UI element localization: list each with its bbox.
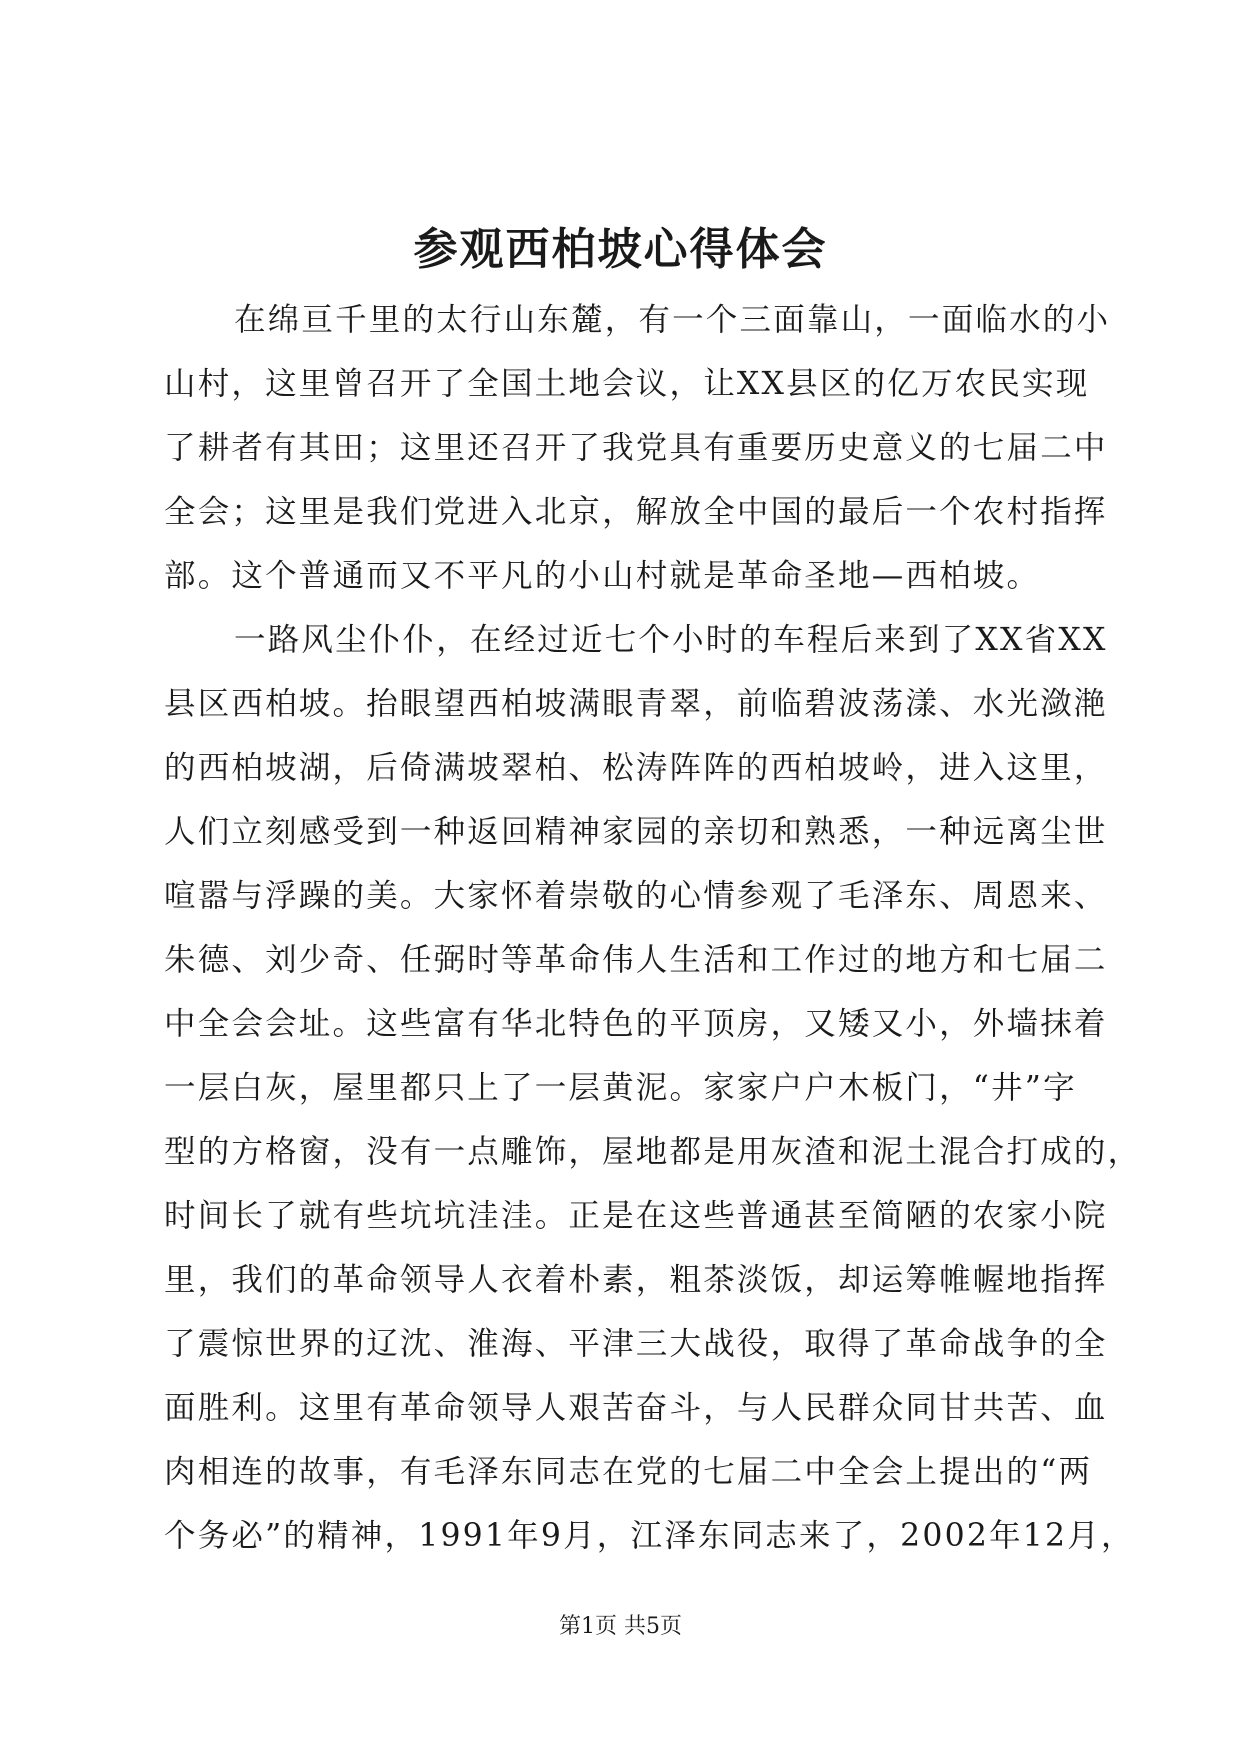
text-line: 县区西柏坡。抬眼望西柏坡满眼青翠，前临碧波荡漾、水光潋滟 xyxy=(164,686,1108,722)
text-line: 山村，这里曾召开了全国土地会议，让XX县区的亿万农民实现 xyxy=(164,366,1090,402)
text-line: 一路风尘仆仆，在经过近七个小时的车程后来到了XX省XX xyxy=(234,622,1108,658)
text-line: 喧嚣与浮躁的美。大家怀着崇敬的心情参观了毛泽东、周恩来、 xyxy=(164,878,1108,914)
text-line: 全会；这里是我们党进入北京，解放全中国的最后一个农村指挥 xyxy=(164,494,1108,530)
document-title: 参观西柏坡心得体会 xyxy=(413,224,828,275)
text-line: 一层白灰，屋里都只上了一层黄泥。家家户户木板门，“井”字 xyxy=(164,1070,1077,1106)
text-line: 的西柏坡湖，后倚满坡翠柏、松涛阵阵的西柏坡岭，进入这里， xyxy=(164,750,1108,786)
text-line: 人们立刻感受到一种返回精神家园的亲切和熟悉，一种远离尘世 xyxy=(164,814,1108,850)
text-line: 肉相连的故事，有毛泽东同志在党的七届二中全会上提出的“两 xyxy=(164,1454,1093,1490)
text-line: 面胜利。这里有革命领导人艰苦奋斗，与人民群众同甘共苦、血 xyxy=(164,1390,1108,1426)
text-line: 部。这个普通而又不平凡的小山村就是革命圣地—西柏坡。 xyxy=(164,558,1041,594)
text-line: 型的方格窗，没有一点雕饰，屋地都是用灰渣和泥土混合打成的， xyxy=(164,1134,1142,1170)
text-line: 里，我们的革命领导人衣着朴素，粗茶淡饭，却运筹帷幄地指挥 xyxy=(164,1262,1108,1298)
text-line: 了耕者有其田；这里还召开了我党具有重要历史意义的七届二中 xyxy=(164,430,1108,466)
text-line: 个务必”的精神，1991年9月，江泽东同志来了，2002年12月， xyxy=(164,1518,1135,1554)
page-number-footer: 第1页 共5页 xyxy=(559,1614,682,1639)
text-line: 朱德、刘少奇、任弼时等革命伟人生活和工作过的地方和七届二 xyxy=(164,942,1108,978)
document-body xyxy=(164,288,1142,1568)
text-line: 了震惊世界的辽沈、淮海、平津三大战役，取得了革命战争的全 xyxy=(164,1326,1108,1362)
text-line: 在绵亘千里的太行山东麓，有一个三面靠山，一面临水的小 xyxy=(234,302,1111,338)
text-line: 中全会会址。这些富有华北特色的平顶房，又矮又小，外墙抹着 xyxy=(164,1006,1108,1042)
text-line: 时间长了就有些坑坑洼洼。正是在这些普通甚至简陋的农家小院 xyxy=(164,1198,1108,1234)
